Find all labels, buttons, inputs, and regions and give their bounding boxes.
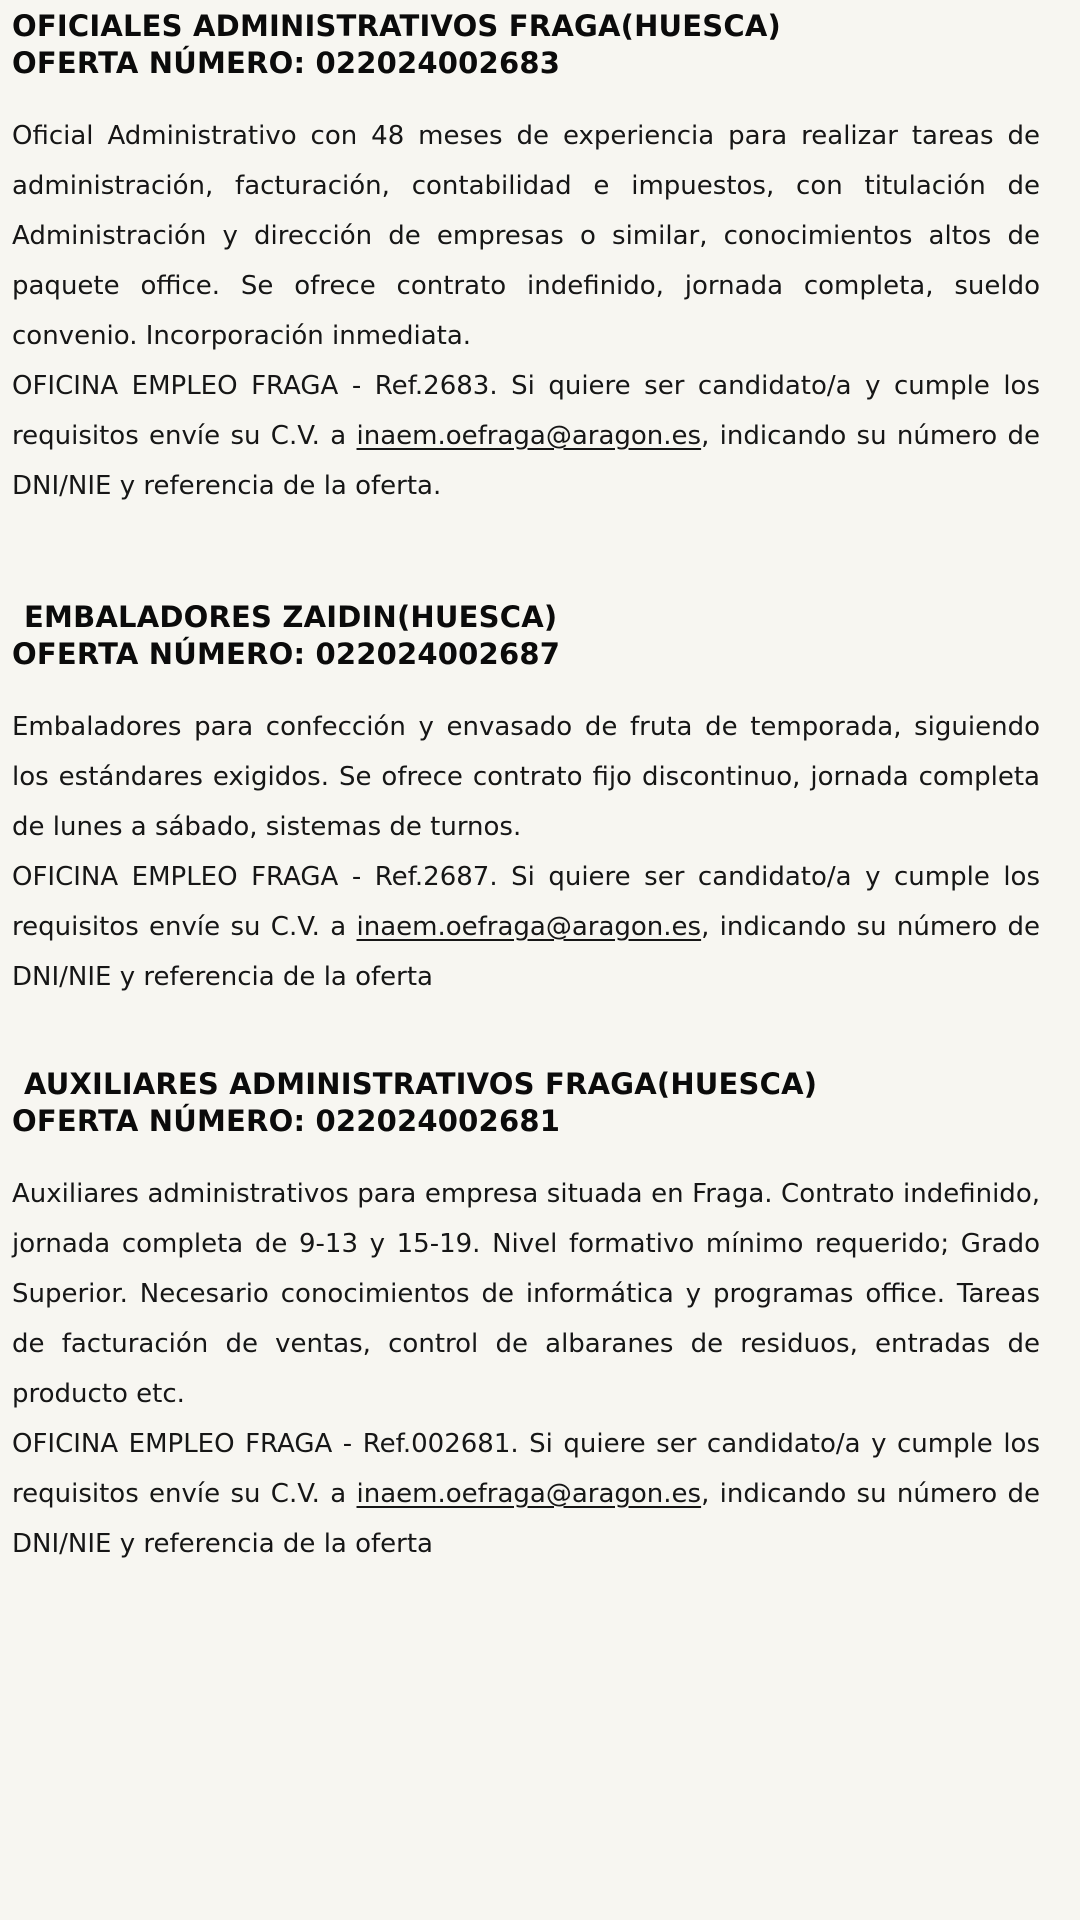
offer-number: OFERTA NÚMERO: 022024002687 [12, 637, 561, 671]
offer-description: Embaladores para confección y envasado de fruta de temporada, siguiendo los estándares exigidos. Se ofrece contrato fijo discontinuo, jornada completa de lunes a sábado, sistemas de turnos. [12, 712, 1040, 842]
contact-suffix: , indicando su número de DNI/NIE y referencia de la oferta [12, 1479, 1041, 1559]
offer-title: EMBALADORES ZAIDIN(HUESCA) [24, 600, 558, 634]
job-offer-3 [12, 1066, 1040, 1569]
offer-body [12, 111, 1040, 511]
offer-number: OFERTA NÚMERO: 022024002681 [12, 1104, 561, 1138]
offer-number: OFERTA NÚMERO: 022024002683 [12, 46, 561, 80]
offer-body [12, 702, 1040, 1002]
offer-body [12, 1169, 1040, 1569]
offer-description: Auxiliares administrativos para empresa situada en Fraga. Contrato indefinido, jornada completa de 9-13 y 15-19. Nivel formativo mínimo requerido; Grado Superior. Necesario conocimientos de informática y programas office. Tareas de facturación de ventas, control de albaranes de residuos, entradas de producto etc. [12, 1179, 1040, 1409]
offer-contact [12, 852, 1040, 1002]
offer-title: OFICIALES ADMINISTRATIVOS FRAGA(HUESCA) [12, 9, 781, 43]
contact-prefix: OFICINA EMPLEO FRAGA - Ref.002681. Si quiere ser candidato/a y cumple los requisitos envíe su C.V. a [12, 1429, 1040, 1509]
contact-prefix: OFICINA EMPLEO FRAGA - Ref.2687. Si quiere ser candidato/a y cumple los requisitos envíe su C.V. a [12, 862, 1040, 942]
offer-description: Oficial Administrativo con 48 meses de experiencia para realizar tareas de administración, facturación, contabilidad e impuestos, con titulación de Administración y dirección de empresas o similar, conocimientos altos de paquete office. Se ofrece contrato indefinido, jornada completa, sueldo convenio. Incorporación inmediata. [12, 121, 1040, 351]
offer-title: AUXILIARES ADMINISTRATIVOS FRAGA(HUESCA) [24, 1067, 818, 1101]
job-offer-1 [12, 8, 1040, 511]
email-link[interactable]: inaem.oefraga@aragon.es [356, 421, 702, 451]
email-link[interactable]: inaem.oefraga@aragon.es [356, 1479, 702, 1509]
contact-suffix: , indicando su número de DNI/NIE y referencia de la oferta. [12, 421, 1041, 501]
contact-suffix: , indicando su número de DNI/NIE y referencia de la oferta [12, 912, 1041, 992]
offer-contact [12, 1419, 1040, 1569]
offer-contact [12, 361, 1040, 511]
email-link[interactable]: inaem.oefraga@aragon.es [356, 912, 702, 942]
contact-prefix: OFICINA EMPLEO FRAGA - Ref.2683. Si quiere ser candidato/a y cumple los requisitos envíe su C.V. a [12, 371, 1040, 451]
job-offer-2 [12, 599, 1040, 1002]
